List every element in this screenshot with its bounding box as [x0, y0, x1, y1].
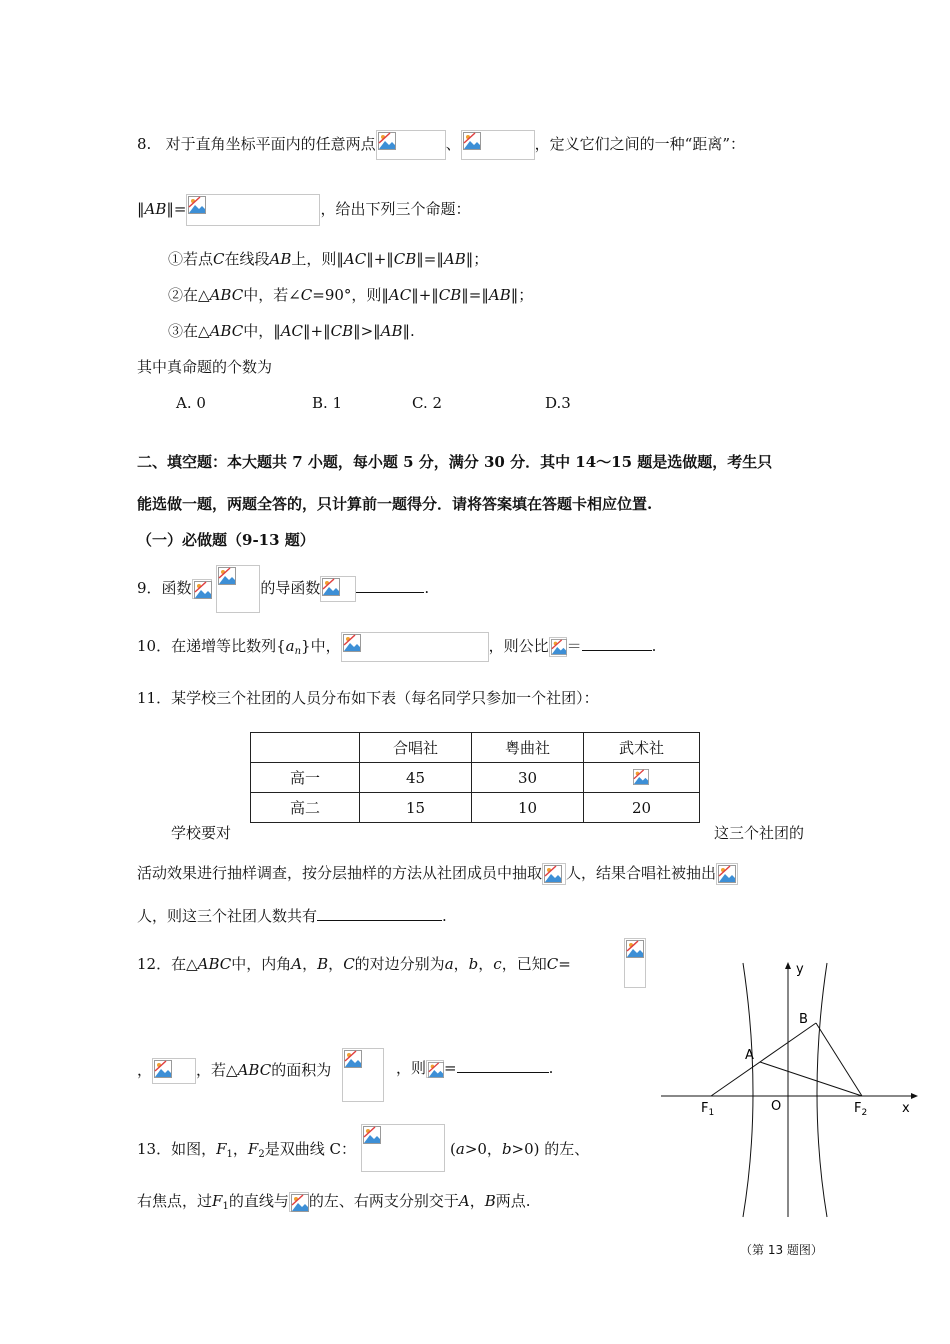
q8-distance-def: ‖AB‖= ，给出下列三个命题：: [137, 194, 470, 226]
table-header: 武术社: [584, 733, 700, 763]
line-a-f2: [760, 1062, 862, 1096]
table-row: [251, 793, 700, 823]
table-cell: [251, 733, 360, 763]
q12-line2-tail: ，则 = .: [396, 1059, 554, 1077]
section2-line1: 二、填空题：本大题共 7 小题，每小题 5 分，满分 30 分．其中 14～15 题是选做题，考生只: [137, 453, 773, 471]
table-cell: 15: [360, 793, 472, 823]
q8-option-d: D.3: [545, 394, 571, 412]
broken-image-icon: [426, 1060, 444, 1078]
broken-image-icon: [341, 632, 489, 662]
q8-line1: 8. 对于直角坐标平面内的任意两点 、 ，定义它们之间的一种“距离”：: [137, 130, 745, 160]
left-branch: [743, 963, 753, 1217]
answer-blank[interactable]: [582, 636, 652, 651]
broken-image-icon: [461, 130, 535, 160]
table-cell: 30: [472, 763, 584, 793]
row-label: 高二: [251, 793, 360, 823]
broken-image-icon: [549, 637, 567, 657]
broken-image-icon: [361, 1124, 445, 1172]
q11-line2: 活动效果进行抽样调查，按分层抽样的方法从社团成员中抽取 人，结果合唱社被抽出: [137, 863, 738, 885]
club-table: [250, 732, 700, 823]
table-header-row: [251, 733, 700, 763]
broken-image-icon: [320, 576, 356, 602]
q10-line: 10．在递增等比数列$\{a_n\}$中， ，则公比 ＝ .: [137, 630, 656, 668]
broken-image-icon: [289, 1192, 309, 1212]
q13-line1: 13．如图，$F_1$，$F_2$是双曲线 C：: [137, 1140, 356, 1160]
label-f2: $F_2$: [854, 1101, 868, 1118]
broken-image-icon: [716, 863, 738, 885]
table-cell: 20: [584, 793, 700, 823]
q8-question: 其中真命题的个数为: [137, 358, 273, 376]
q12-line2: ， ，若△ABC的面积为: [137, 1058, 331, 1084]
q11-line3: 人，则这三个社团人数共有 .: [137, 907, 447, 925]
q8-option-c: C. 2: [412, 394, 443, 412]
label-x: x: [902, 1101, 910, 1116]
broken-image-icon: [342, 1048, 384, 1102]
label-f1: $F_1$: [701, 1101, 715, 1118]
line-b-f2: [816, 1023, 862, 1096]
table-row: [251, 763, 700, 793]
broken-image-icon: [542, 863, 566, 885]
label-o: O: [771, 1099, 782, 1114]
label-b: B: [799, 1012, 808, 1027]
label-y: y: [796, 962, 804, 977]
row-label: 高一: [251, 763, 360, 793]
table-cell: 45: [360, 763, 472, 793]
broken-image-icon: [152, 1058, 196, 1084]
table-cell: [584, 763, 700, 793]
q8-option-a: A. 0: [176, 394, 206, 412]
broken-image-icon: [376, 130, 446, 160]
q11-line1: 11．某学校三个社团的人员分布如下表（每名同学只参加一个社团）：: [137, 689, 599, 707]
answer-blank[interactable]: [317, 906, 442, 921]
q13-condition: (a>0，b>0) 的左、: [450, 1140, 590, 1158]
table-header: 合唱社: [360, 733, 472, 763]
section2-subheading: （一）必做题（9-13 题）: [137, 531, 315, 549]
answer-blank[interactable]: [356, 578, 424, 593]
q8-proposition-3: ③在△ABC中，‖AC‖+‖CB‖>‖AB‖.: [168, 322, 415, 340]
hyperbola-figure: [655, 955, 925, 1225]
broken-image-icon: [186, 194, 320, 226]
right-branch: [817, 963, 827, 1217]
q12-line1: 12．在△ABC中，内角A，B，C的对边分别为a，b，c，已知C=: [137, 955, 571, 973]
q11-side-right: 这三个社团的: [714, 824, 805, 842]
broken-image-icon: [216, 565, 260, 613]
q8-proposition-2: ②在△ABC中，若∠C=90°，则‖AC‖+‖CB‖=‖AB‖；: [168, 286, 534, 304]
section2-line2: 能选做一题，两题全答的，只计算前一题得分．请将答案填在答题卡相应位置.: [137, 495, 653, 513]
broken-image-icon: [192, 579, 212, 599]
q8-proposition-1: ①若点C在线段AB上，则‖AC‖+‖CB‖=‖AB‖；: [168, 250, 489, 268]
line-f1-b: [711, 1023, 816, 1096]
table-cell: 10: [472, 793, 584, 823]
label-a: A: [745, 1048, 754, 1063]
broken-image-icon: [624, 938, 646, 988]
figure-caption: （第 13 题图）: [740, 1243, 823, 1257]
q8-option-b: B. 1: [312, 394, 343, 412]
q13-line2: 右焦点，过$F_1$的直线与 的左、右两支分别交于A，B两点.: [137, 1192, 531, 1212]
answer-blank[interactable]: [457, 1058, 549, 1073]
broken-image-icon: [633, 769, 651, 787]
q9-line: 9．函数 的导函数 .: [137, 564, 429, 613]
q11-side-left: 学校要对: [171, 824, 232, 842]
table-header: 粤曲社: [472, 733, 584, 763]
